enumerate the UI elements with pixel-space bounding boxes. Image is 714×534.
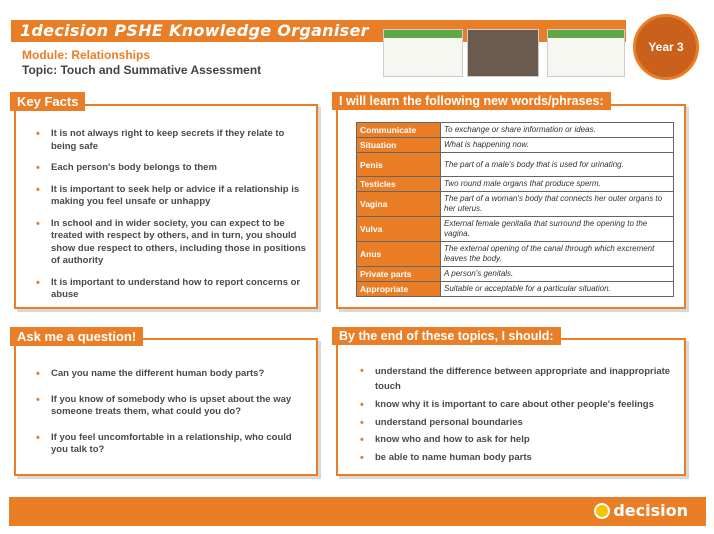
key-facts-title: Key Facts (10, 92, 85, 111)
vocabulary-table (356, 122, 674, 297)
table-row: Private parts A person's genitals. (357, 267, 674, 282)
list-item: • If you feel uncomfortable in a relationship, who could you talk to? (36, 432, 308, 457)
key-facts-list (36, 128, 308, 302)
outcomes-title: By the end of these topics, I should: (332, 327, 561, 345)
activity-thumbnail-1 (383, 29, 463, 77)
list-item: • If you know of somebody who is upset about the way someone treats them, what could you do? (36, 394, 308, 419)
table-row: Penis The part of a male's body that is used for urinating. (357, 153, 674, 177)
list-item: • understand the difference between appropriate and inappropriate touch (360, 364, 676, 394)
list-item: • Can you name the different human body parts? (36, 368, 308, 381)
outcomes-list (360, 364, 676, 464)
table-row: Testicles Two round male organs that produce sperm. (357, 177, 674, 192)
list-item: • It is not always right to keep secrets if they relate to being safe (36, 128, 308, 153)
year-badge: Year 3 (633, 14, 699, 80)
vocabulary-title: I will learn the following new words/phrases: (332, 92, 611, 110)
list-item: • know why it is important to care about other people's feelings (360, 399, 676, 412)
list-item: • know who and how to ask for help (360, 434, 676, 447)
list-item: • It is important to understand how to report concerns or abuse (36, 277, 308, 302)
activity-thumbnail-2 (467, 29, 539, 77)
decision-logo (594, 501, 688, 520)
table-row: Appropriate Suitable or acceptable for a particular situation. (357, 282, 674, 297)
questions-list (36, 368, 308, 457)
table-row: Situation What is happening now. (357, 138, 674, 153)
table-row: Vagina The part of a woman's body that connects her outer organs to her uterus. (357, 192, 674, 217)
list-item: • In school and in wider society, you can expect to be treated with respect by others, and in turn, you should show due respect to others, including those in positions of authority (36, 218, 308, 268)
table-row: Communicate To exchange or share information or ideas. (357, 123, 674, 138)
table-row: Anus The external opening of the canal through which excrement leaves the body. (357, 242, 674, 267)
page-title: 1decision PSHE Knowledge Organiser (20, 21, 369, 40)
footer-bar (9, 497, 706, 526)
logo-circle-icon (594, 503, 610, 519)
list-item: • understand personal boundaries (360, 417, 676, 430)
list-item: • Each person's body belongs to them (36, 162, 308, 175)
topic-label: Topic: Touch and Summative Assessment (22, 63, 262, 77)
list-item: • It is important to seek help or advice if a relationship is making you feel unsafe or unhappy (36, 184, 308, 209)
activity-thumbnail-3 (547, 29, 625, 77)
table-row: Vulva External female genitalia that surround the opening to the vagina. (357, 217, 674, 242)
questions-title: Ask me a question! (10, 327, 143, 346)
logo-text: decision (613, 501, 688, 520)
module-label: Module: Relationships (22, 48, 151, 62)
list-item: • be able to name human body parts (360, 452, 676, 465)
